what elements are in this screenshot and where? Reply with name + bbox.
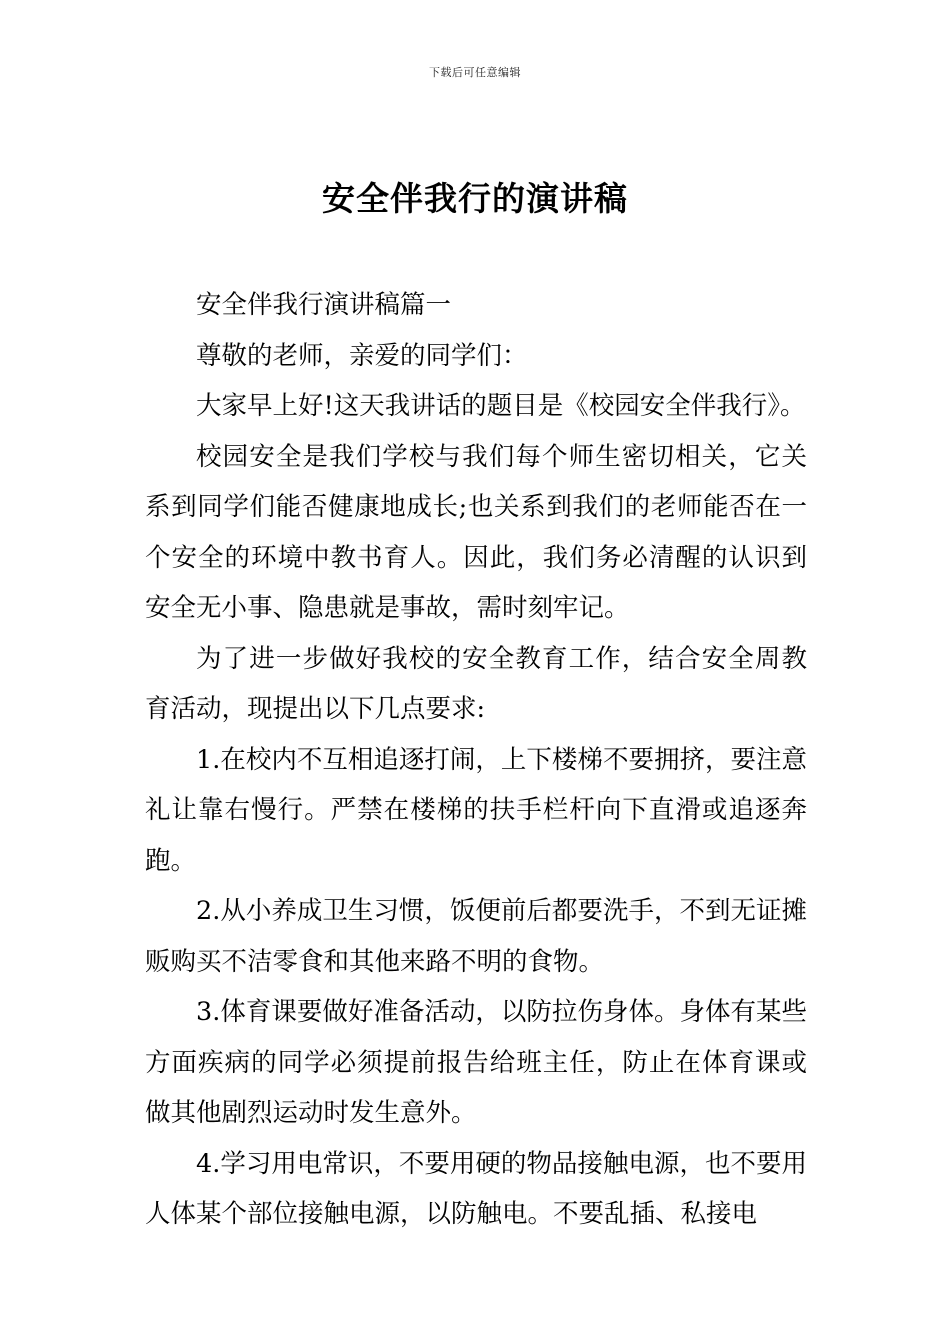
header-note: 下载后可任意编辑 — [429, 66, 521, 79]
paragraph-item-4: 4.学习用电常识，不要用硬的物品接触电源，也不要用人体某个部位接触电源，以防触电。不要乱插、私接电 — [145, 1148, 807, 1229]
paragraph-intro: 校园安全是我们学校与我们每个师生密切相关，它关系到同学们能否健康地成长;也关系到我们的老师能否在一个安全的环境中教书育人。因此，我们务必清醒的认识到安全无小事、隐患就是事故，需时刻牢记。 — [145, 441, 807, 623]
document-body — [145, 280, 807, 1240]
paragraph-greeting: 大家早上好!这天我讲话的题目是《校园安全伴我行》。 — [196, 391, 806, 421]
paragraph-item-3: 3.体育课要做好准备活动，以防拉伤身体。身体有某些方面疾病的同学必须提前报告给班主任，防止在体育课或做其他剧烈运动时发生意外。 — [145, 997, 807, 1128]
paragraph-section-heading: 安全伴我行演讲稿篇一 — [196, 290, 452, 320]
document-title: 安全伴我行的演讲稿 — [322, 179, 628, 218]
paragraph-salutation: 尊敬的老师，亲爱的同学们： — [196, 340, 528, 371]
paragraph-item-1: 1.在校内不互相追逐打闹，上下楼梯不要拥挤，要注意礼让靠右慢行。严禁在楼梯的扶手栏杆向下直滑或追逐奔跑。 — [145, 744, 807, 876]
paragraph-requirements-lead: 为了进一步做好我校的安全教育工作，结合安全周教育活动，现提出以下几点要求: — [145, 643, 807, 724]
paragraph-item-2: 2.从小养成卫生习惯，饭便前后都要洗手，不到无证摊贩购买不洁零食和其他来路不明的食物。 — [145, 896, 807, 977]
